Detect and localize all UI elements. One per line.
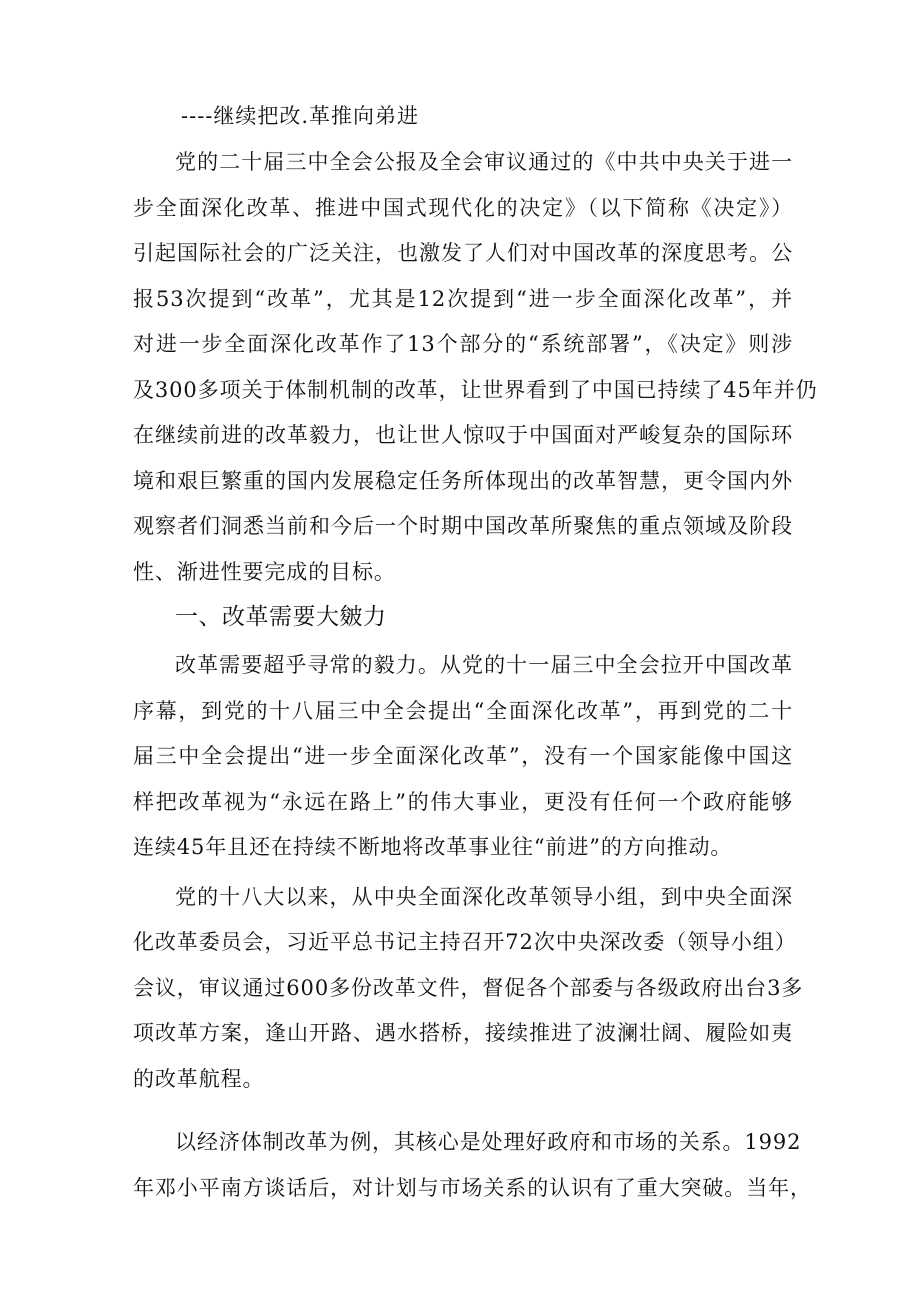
intro-paragraph (133, 140, 818, 595)
text-line: 样把改革视为“永远在路上”的伟大事业，更没有任何一个政府能够 (133, 789, 793, 814)
text-line: 境和艰巨繁重的国内发展稳定任务所体现出的改革智慧，更令国内外 (133, 468, 793, 493)
section-paragraph (133, 875, 804, 1103)
text-line: 观察者们洞悉当前和今后一个时期中国改革所聚焦的重点领域及阶段 (133, 514, 793, 538)
text-line: 改革需要超乎寻常的毅力。从党的十一届三中全会拉开中国改革 (175, 653, 793, 677)
spacer (133, 1102, 793, 1120)
text-line: 的改革航程。 (133, 1066, 265, 1091)
text-line: 党的十八大以来，从中央全面深化改革领导小组，到中央全面深 (175, 884, 793, 909)
section-paragraph (133, 643, 793, 871)
text-line: 序幕，到党的十八届三中全会提出“全面深化改革”，再到党的二十 (133, 698, 793, 723)
text-line: 连续45年且还在持续不断地将改革事业往“前进”的方向推动。 (133, 835, 733, 859)
text-line: 在继续前进的改革毅力，也让世人惊叹于中国面对严峻复杂的国际环 (133, 423, 793, 447)
text-line: 报53次提到“改革”，尤其是12次提到“进一步全面深化改革”，并 (133, 286, 793, 311)
text-line: 及300多项关于体制机制的改革，让世界看到了中国已持续了45年并仍 (133, 377, 818, 402)
text-line: 步全面深化改革、推进中国式现代化的决定》（以下简称《决定》） (133, 195, 793, 220)
text-line: 年邓小平南方谈话后，对计划与市场关系的认识有了重大突破。当年， (133, 1175, 812, 1200)
document-page (133, 96, 818, 1211)
section-heading: 一、改革需要大皴力 (175, 604, 387, 630)
text-line: 党的二十届三中全会公报及全会审议通过的《中共中央关于进一 (175, 150, 793, 174)
text-line: 届三中全会提出“进一步全面深化改革”，没有一个国家能像中国这 (133, 744, 793, 768)
text-line: 项改革方案，逢山开路、遇水搭桥，接续推进了波澜壮阔、履险如夷 (133, 1021, 793, 1045)
section-paragraph (133, 1120, 812, 1211)
text-line: 会议，审议通过600多份改革文件，督促各个部委与各级政府出台3多 (133, 975, 804, 1000)
text-line: 化改革委员会，习近平总书记主持召开72次中央深改委（领导小组） (133, 930, 797, 954)
text-line: 引起国际社会的广泛关注，也激发了人们对中国改革的深度思考。公 (133, 241, 793, 265)
text-line: 性、渐进性要完成的目标。 (133, 559, 396, 584)
text-line: 对进一步全面深化改革作了13个部分的“系统部署”，《决定》则涉 (133, 332, 793, 356)
document-subtitle: ----继续把改.革推向弟进 (181, 104, 420, 128)
text-line: 以经济体制改革为例，其核心是处理好政府和市场的关系。1992 (175, 1130, 802, 1154)
